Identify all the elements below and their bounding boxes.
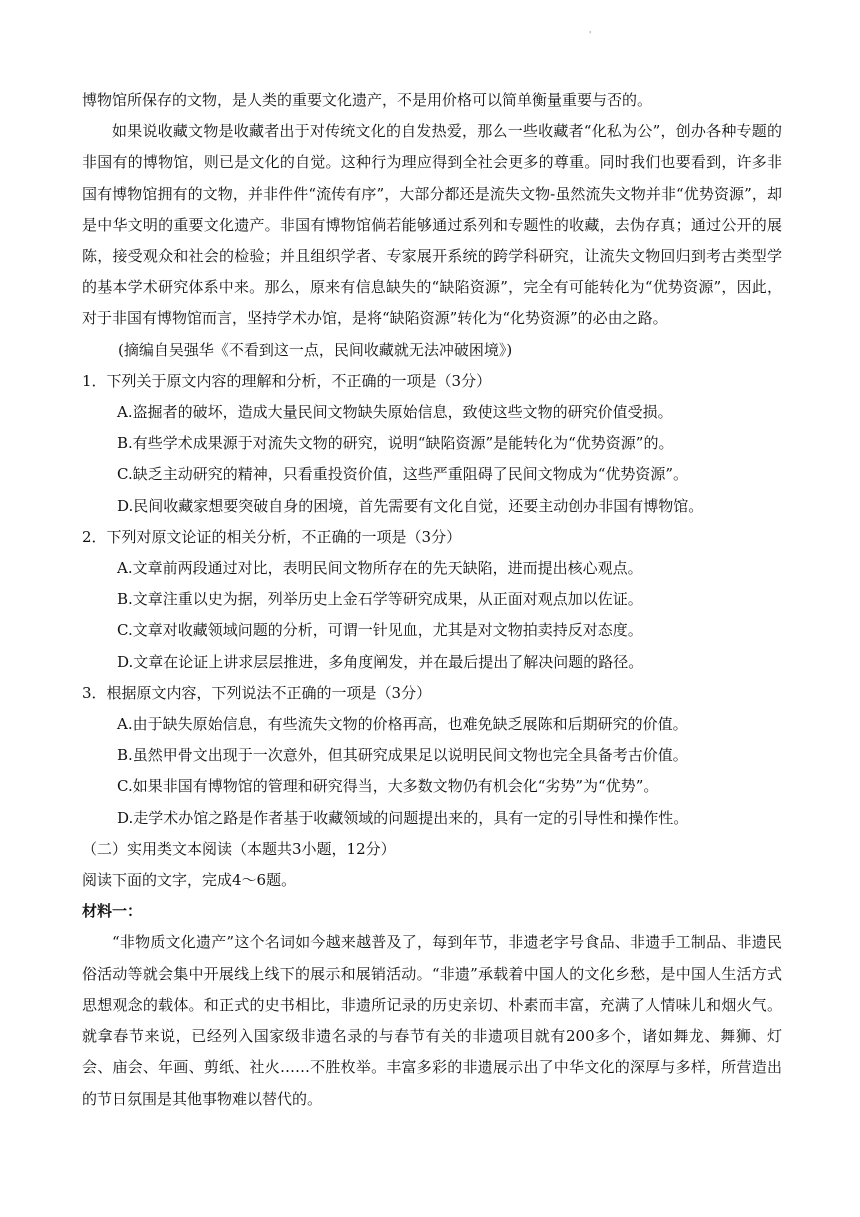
question-2-option-a: A.文章前两段通过对比，表明民间文物所存在的先天缺陷，进而提出核心观点。 <box>117 559 643 578</box>
question-1-option-c: C.缺乏主动研究的精神，只看重投资价值，这些严重阻碍了民间文物成为“优势资源”。 <box>117 465 689 484</box>
question-2-option-d: D.文章在论证上讲求层层推进，多角度阐发，并在最后提出了解决问题的路径。 <box>117 652 644 671</box>
question-1-option-d: D.民间收藏家想要突破自身的困境，首先需要有文化自觉，还要主动创办非国有博物馆。 <box>117 496 704 515</box>
source-citation: (摘编自吴强华《不看到这一点，民间收藏就无法冲破困境》) <box>118 340 513 359</box>
question-3-option-c: C.如果非国有博物馆的管理和研究得当，大多数文物仍有机会化“劣势”为“优势”。 <box>117 777 659 796</box>
header-mark: ' <box>589 30 592 39</box>
question-1-option-b: B.有些学术成果源于对流失文物的研究，说明“缺陷资源”是能转化为“优势资源”的。 <box>117 434 674 453</box>
question-3-stem: 3．根据原文内容，下列说法不正确的一项是（3分） <box>82 683 432 702</box>
question-3-option-a: A.由于缺失原始信息，有些流失文物的价格再高，也难免缺乏展陈和后期研究的价值。 <box>117 715 688 734</box>
question-2-option-b: B.文章注重以史为据，列举历史上金石学等研究成果，从正面对观点加以佐证。 <box>117 590 643 609</box>
question-2-stem: 2．下列对原文论证的相关分析，不正确的一项是（3分） <box>82 527 462 546</box>
paragraph-opening: 博物馆所保存的文物，是人类的重要文化遗产，不是用价格可以简单衡量重要与否的。 <box>82 91 653 109</box>
material-paragraph: “非物质文化遗产”这个名词如今越来越普及了，每到年节，非遗老字号食品、非遗手工制品、非遗民俗活动等就会集中开展线上线下的展示和展销活动。“非遗”承载着中国人的文化乡愁，是中国人生活方式思想观念的载体。和正式的史书相比，非遗所记录的历史亲切、朴素而丰富，充满了人情味儿和烟火气。就拿春节来说，已经列入国家级非遗名录的与春节有关的非遗项目就有200多个，诸如舞龙、舞狮、灯会、庙会、年画、剪纸、社火……不胜枚举。丰富多彩的非遗展示出了中华文化的深厚与多样，所营造出的节日氛围是其他事物难以替代的。 <box>82 933 782 1108</box>
question-3-option-b: B.虽然甲骨文出现于一次意外，但其研究成果足以说明民间文物也完全具备考古价值。 <box>117 746 688 765</box>
material-label: 材料一： <box>82 902 143 921</box>
question-2-option-c: C.文章对收藏领域问题的分析，可谓一针见血，尤其是对文物拍卖持反对态度。 <box>117 621 643 640</box>
reading-instruction: 阅读下面的文字，完成4～6题。 <box>82 871 297 890</box>
section-heading: （二）实用类文本阅读（本题共3小题，12分） <box>82 839 396 858</box>
question-1-option-a: A.盗掘者的破坏，造成大量民间文物缺失原始信息，致使这些文物的研究价值受损。 <box>117 403 673 422</box>
question-1-stem: 1．下列关于原文内容的理解和分析，不正确的一项是（3分） <box>82 371 492 390</box>
question-3-option-d: D.走学术办馆之路是作者基于收藏领域的问题提出来的，具有一定的引导性和操作性。 <box>117 808 689 827</box>
paragraph-argument: 如果说收藏文物是收藏者出于对传统文化的自发热爱，那么一些收藏者“化私为公”，创办各种专题的非国有的博物馆，则已是文化的自觉。这种行为理应得到全社会更多的尊重。同时我们也要看到，许多非国有博物馆拥有的文物，并非件件“流传有序”，大部分都还是流失文物-虽然流失文物并非“优势资源”，却是中华文明的重要文化遗产。非国有博物馆倘若能够通过系列和专题性的收藏，去伪存真；通过公开的展陈，接受观众和社会的检验；并且组织学者、专家展开系统的跨学科研究，让流失文物回归到考古类型学的基本学术研究体系中来。那么，原来有信息缺失的“缺陷资源”，完全有可能转化为“优势资源”，因此，对于非国有博物馆而言，坚持学术办馆，是将“缺陷资源”转化为“化势资源”的必由之路。 <box>82 122 782 328</box>
document-body <box>82 85 782 1115</box>
